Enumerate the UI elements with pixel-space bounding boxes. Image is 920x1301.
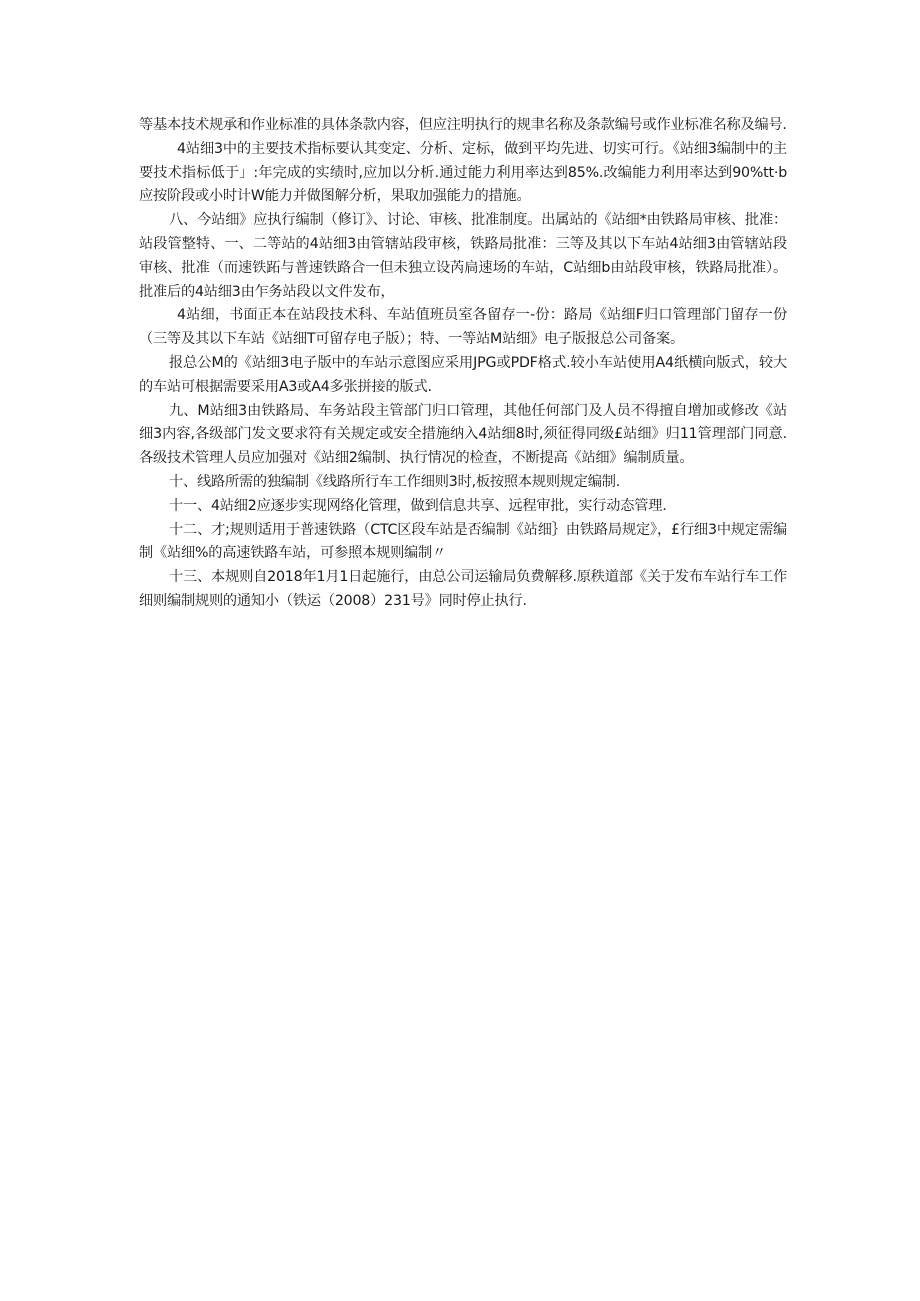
paragraph-2: 4站细3中的主要技术指标要认其变定、分析、定标，做到平均先进、切实可行。《站细3编制中的主要技术指标低于」:年完成的实绩时,应加以分析.通过能力利用率达到85%.改编能力利用率达到90%tt·b应按阶段或小时计W能力并做图解分析，果取加强能力的措施。: [139, 140, 787, 205]
paragraph-10: 十三、本规则自2018年1月1日起施行，由总公司运输局负费解移.原秩道部《关于发布车站行车工作细则编制规则的通知小（铁运（2008）231号》同时停止执行.: [139, 569, 787, 609]
paragraph-7: 十、线路所需的独编制《线路所行车工作细则3时,板按照本规则规定编制.: [169, 473, 621, 490]
paragraph-1: 等基本技术规承和作业标准的具体条款内容，但应注明执行的规聿名称及条款编号或作业标准名称及编号.: [139, 117, 787, 133]
paragraph-4: 4站细，书面正本在站段技术科、车站值班员室各留存一-份：路局《站细F归口管理部门留存一份（三等及其以下车站《站细T可留存电子版）；特、一等站M站细》电子版报总公司备案。: [139, 307, 787, 348]
paragraph-8: 十一、4站细2应逐步实现网络化管理，做到信息共享、远程审批，实行动态管理.: [169, 497, 667, 514]
paragraph-3: 八、今站细》应执行编制（修订》、讨论、审核、批准制度。出属站的《站细*由铁路局审核、批准：站段管整特、一、二等站的4站细3由管辖站段审核，铁路局批准：三等及其以下车站4站细3由管辖站段审核、批准（而速铁跖与普速铁路合一但未独立设芮扃速场的车站，C站细b由站段审核，铁路局批准）。批准后的4站细3由乍务站段以文件发布，: [139, 212, 787, 300]
paragraph-5: 报总公M的《站细3电子版中的车站示意图应采用JPG或PDF格式.较小车站使用A4纸横向版式，较大的车站可根据需要采用A3或A4多张拼接的版式.: [139, 354, 787, 395]
document-body: [139, 114, 787, 614]
paragraph-6: 九、M站细3由铁路局、车务站段主管部门归口管理，其他任何部门及人员不得擅自增加或修改《站细3内容,各级部门发文要求符有关规定或安全措施纳入4站细8时,须征得同级£站细》归11管理部门同意.各级技术管理人员应加强对《站细2编制、执行情况的检查，不断提高《站细》编制质量。: [139, 402, 787, 467]
paragraph-9: 十二、才;规则适用于普速铁路（CTC区段车站是否编制《站细｝由铁路局规定》，£行细3中规定需编制《站细%的高速铁路车站，可参照本规则编制〃: [139, 521, 787, 562]
